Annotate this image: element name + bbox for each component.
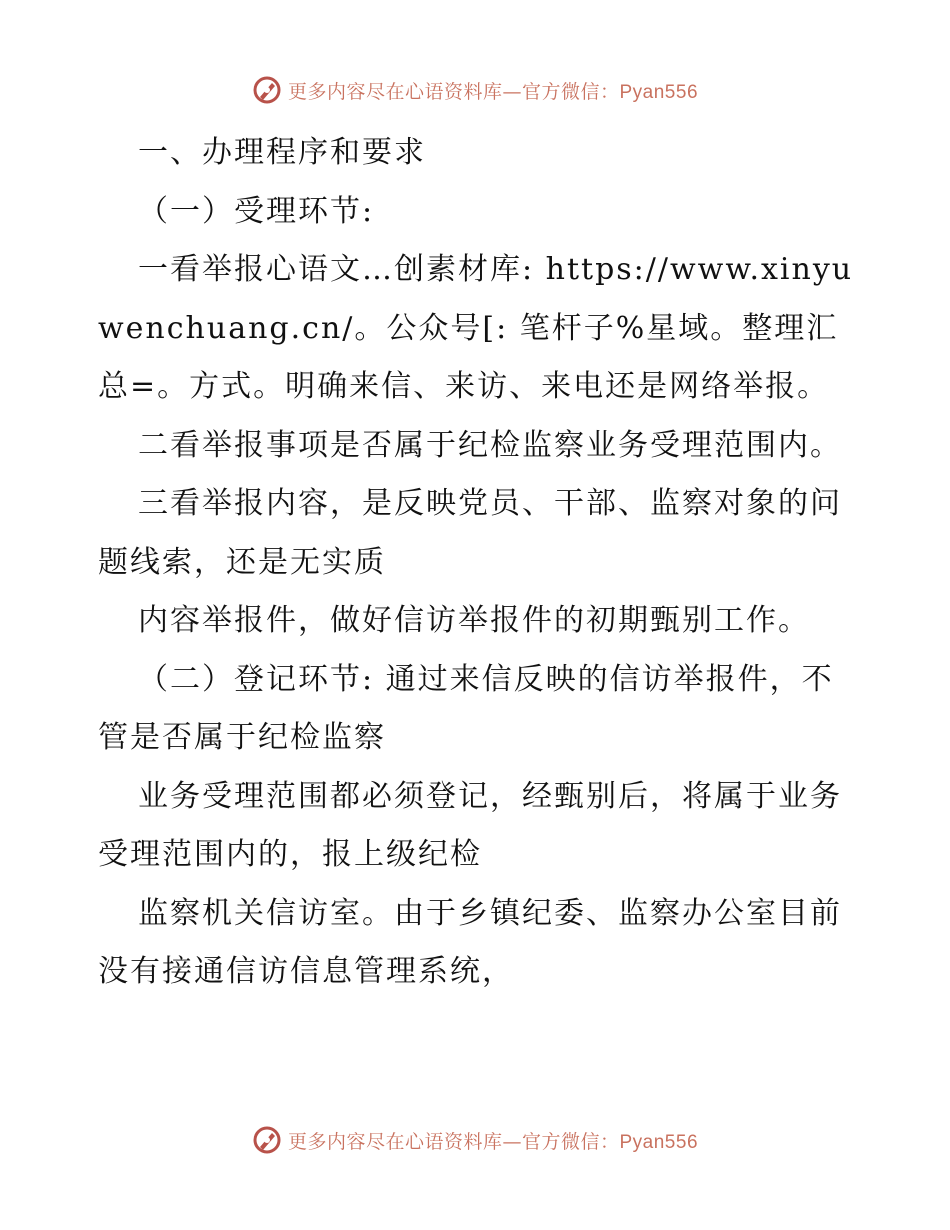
paragraph: 监察机关信访室。由于乡镇纪委、监察办公室目前没有接通信访信息管理系统， [98, 895, 842, 989]
paragraph: 三看举报内容，是反映党员、干部、监察对象的问题线索，还是无实质 [98, 486, 842, 580]
paragraph: 内容举报件，做好信访举报件的初期甄别工作。 [138, 603, 810, 638]
header-watermark [0, 70, 950, 110]
pen-logo-icon [252, 75, 282, 105]
watermark-text: 更多内容尽在心语资料库—官方微信：Pyan556 [287, 80, 699, 103]
watermark-text: 更多内容尽在心语资料库—官方微信：Pyan556 [287, 1130, 699, 1153]
document-body [98, 124, 858, 1002]
pen-logo-icon [252, 1125, 282, 1155]
subsection-heading: （一）受理环节: [138, 193, 375, 229]
paragraph: 二看举报事项是否属于纪检监察业务受理范围内。 [138, 427, 842, 463]
paragraph: 业务受理范围都必须登记，经甄别后，将属于业务受理范围内的，报上级纪检 [98, 778, 842, 872]
paragraph: 一看举报心语文…创素材库: https://www.xinyuwenchuang.cn/。公众号[: 笔杆子%星域。整理汇总=。方式。明确来信、来访、来电还是网络举报。 [98, 252, 854, 404]
paragraph: （二）登记环节: 通过来信反映的信访举报件，不管是否属于纪检监察 [98, 661, 834, 755]
section-heading: 一、办理程序和要求 [138, 135, 426, 170]
footer-watermark [0, 1120, 950, 1160]
